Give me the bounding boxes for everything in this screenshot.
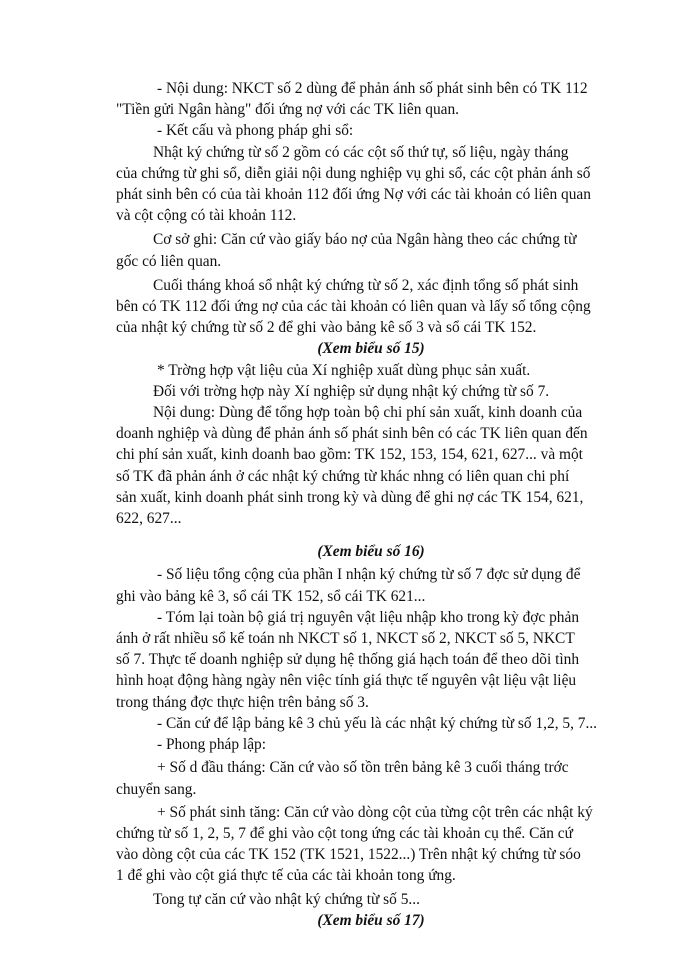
- text-line: ghi vào bảng kê 3, sổ cái TK 152, sổ cái TK 621...: [116, 587, 426, 605]
- text-line: gốc có liên quan.: [116, 252, 222, 270]
- text-line: số TK đã phản ánh ở các nhật ký chứng từ khác nhng có liên quan chi phí: [116, 467, 570, 485]
- text-line: * Trờng hợp vật liệu của Xí nghiệp xuất dùng phục sản xuất.: [157, 361, 531, 379]
- figure-reference: (Xem biểu số 17): [317, 911, 425, 929]
- text-line: ánh ở rất nhiều sổ kế toán nh NKCT số 1, NKCT số 2, NKCT số 5, NKCT: [116, 630, 575, 648]
- text-line: chứng từ số 1, 2, 5, 7 để ghi vào cột tong ứng các tài khoản cụ thể. Căn cứ: [116, 824, 573, 842]
- text-line: Nội dung: Dùng để tổng hợp toàn bộ chi phí sản xuất, kinh doanh của: [153, 404, 583, 422]
- text-line: và cột cộng có tài khoản 112.: [116, 207, 297, 225]
- text-line: phát sinh bên có của tài khoản 112 đối ứng Nợ với các tài khoản có liên quan: [116, 186, 591, 204]
- text-column: [116, 78, 627, 931]
- text-line: - Căn cứ để lập bảng kê 3 chủ yếu là các nhật ký chứng từ số 1,2, 5, 7...: [157, 714, 598, 732]
- text-line: "Tiền gửi Ngân hàng" đối ứng nợ với các TK liên quan.: [116, 101, 460, 119]
- text-line: Tong tự căn cứ vào nhật ký chứng từ số 5...: [153, 890, 420, 908]
- text-line: của nhật ký chứng từ số 2 để ghi vào bảng kê số 3 và sổ cái TK 152.: [116, 319, 537, 337]
- text-line: - Tóm lại toàn bộ giá trị nguyên vật liệu nhập kho trong kỳ đợc phản: [157, 608, 580, 626]
- text-line: Cơ sở ghi: Căn cứ vào giấy báo nợ của Ngân hàng theo các chứng từ: [153, 231, 577, 249]
- text-line: - Phong pháp lập:: [157, 736, 267, 754]
- text-line: - Số liệu tổng cộng của phần I nhận ký chứng từ số 7 đợc sử dụng để: [157, 566, 581, 584]
- figure-reference: (Xem biểu số 16): [317, 543, 425, 561]
- text-line: Nhật ký chứng từ số 2 gồm có các cột số thứ tự, số liệu, ngày tháng: [153, 143, 569, 161]
- text-line: của chứng từ ghi sổ, diễn giải nội dung nghiệp vụ ghi sổ, các cột phản ánh số: [116, 164, 591, 182]
- figure-reference: (Xem biểu số 15): [317, 340, 425, 358]
- text-line: sản xuất, kinh doanh phát sinh trong kỳ và dùng để ghi nợ các TK 154, 621,: [116, 488, 584, 506]
- text-line: vào dòng cột của các TK 152 (TK 1521, 1522...) Trên nhật ký chứng từ sóo: [116, 846, 581, 864]
- text-line: bên có TK 112 đối ứng nợ của các tài khoản có liên quan và lấy số tổng cộng: [116, 298, 591, 316]
- text-line: - Kết cấu và phong pháp ghi sổ:: [157, 122, 354, 140]
- text-line: chuyển sang.: [116, 780, 197, 798]
- text-line: trong tháng đợc thực hiện trên bảng số 3.: [116, 693, 369, 711]
- text-line: hình hoạt động hàng ngày nên việc tính giá thực tế nguyên vật liệu vật liệu: [116, 672, 577, 690]
- text-line: 622, 627...: [116, 510, 182, 528]
- text-line: Đối với trờng hợp này Xí nghiệp sử dụng nhật ký chứng từ số 7.: [153, 382, 550, 400]
- text-line: doanh nghiệp và dùng để phản ánh số phát sinh bên có các TK liên quan đến: [116, 425, 588, 443]
- text-line: 1 để ghi vào cột giá thực tế của các tài khoản tong ứng.: [116, 867, 456, 885]
- text-line: + Số phát sinh tăng: Căn cứ vào dòng cột của từng cột trên các nhật ký: [157, 803, 593, 821]
- text-line: + Số d đầu tháng: Căn cứ vào số tồn trên bảng kê 3 cuối tháng trớc: [157, 759, 569, 777]
- text-line: số 7. Thực tế doanh nghiệp sử dụng hệ thống giá hạch toán để theo dõi tình: [116, 651, 580, 669]
- text-line: - Nội dung: NKCT số 2 dùng để phản ánh số phát sinh bên có TK 112: [157, 80, 588, 97]
- text-line: chi phí sản xuất, kinh doanh bao gồm: TK 152, 153, 154, 621, 627... và một: [116, 446, 583, 464]
- text-line: Cuối tháng khoá sổ nhật ký chứng từ số 2, xác định tổng số phát sinh: [153, 276, 579, 294]
